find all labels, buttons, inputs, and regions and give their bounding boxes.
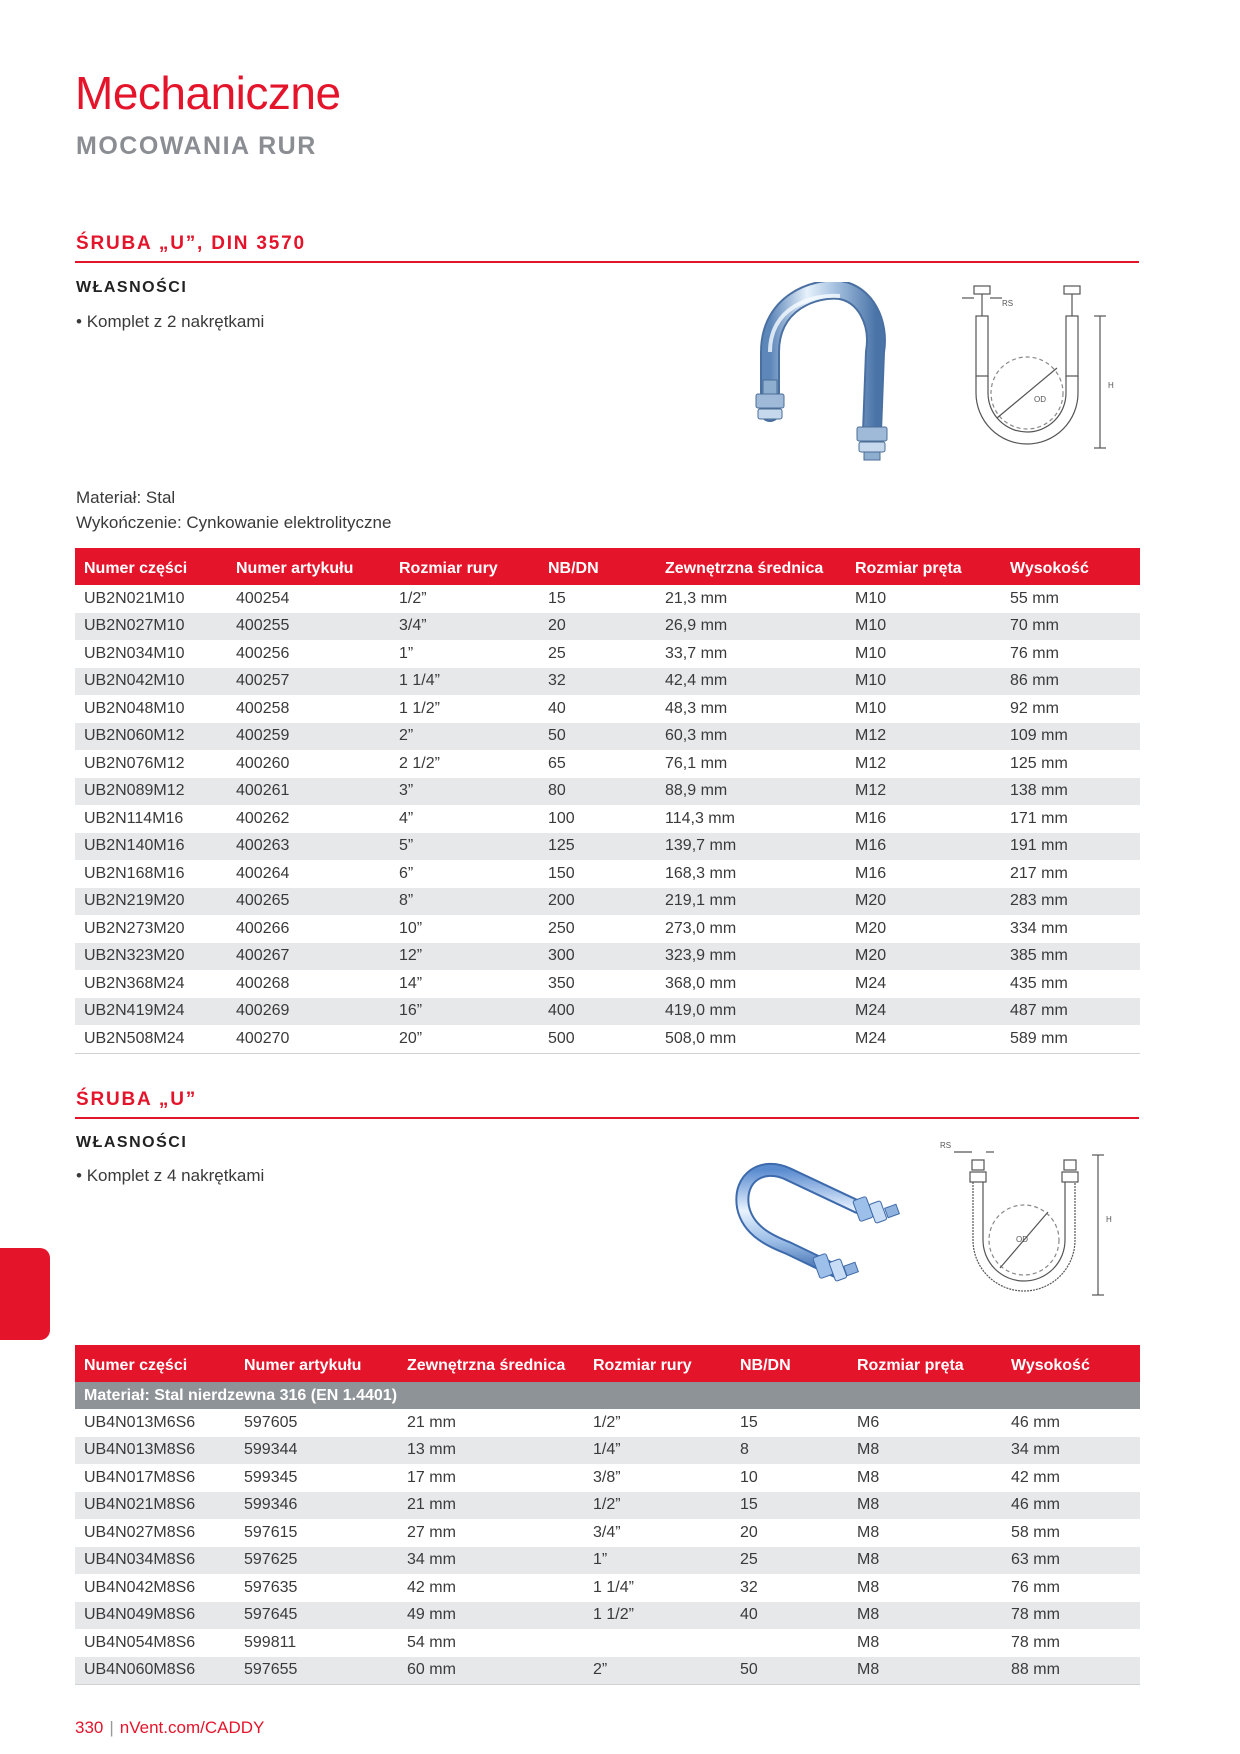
table-cell: 5” <box>390 833 539 861</box>
table-cell: 400259 <box>227 723 390 751</box>
table-cell: 400 <box>539 998 656 1026</box>
table-cell: 109 mm <box>1001 723 1140 751</box>
table-cell: M8 <box>848 1574 1002 1602</box>
table-cell: 350 <box>539 970 656 998</box>
table-cell: 500 <box>539 1025 656 1053</box>
table-cell: 78 mm <box>1002 1629 1140 1657</box>
table-cell: 599346 <box>235 1492 398 1520</box>
table-row <box>75 1025 1140 1053</box>
table-cell: UB4N060M8S6 <box>75 1657 235 1685</box>
u-bolt-4-nuts-dimension-drawing <box>940 1140 1130 1305</box>
table-cell: 40 <box>731 1602 848 1630</box>
table-cell: 599811 <box>235 1629 398 1657</box>
table-cell: 32 <box>539 668 656 696</box>
table-cell: 400262 <box>227 805 390 833</box>
table-cell: 150 <box>539 860 656 888</box>
table-cell: 2” <box>584 1657 731 1685</box>
table-cell: 21 mm <box>398 1409 584 1437</box>
properties-heading: WŁASNOŚCI <box>76 279 188 296</box>
table-row <box>75 860 1140 888</box>
din3570-spec-table <box>75 548 1140 1054</box>
table-cell: 599345 <box>235 1464 398 1492</box>
table-cell: 508,0 mm <box>656 1025 846 1053</box>
table-row <box>75 695 1140 723</box>
table-row <box>75 1602 1140 1630</box>
page-title: Mechaniczne <box>75 67 341 119</box>
table-cell: 10 <box>731 1464 848 1492</box>
table-cell: M12 <box>846 778 1001 806</box>
u-bolt-photo <box>740 282 905 462</box>
table-cell: M12 <box>846 750 1001 778</box>
table-cell: 70 mm <box>1001 613 1140 641</box>
table-row <box>75 833 1140 861</box>
table-header-row <box>75 1345 1140 1382</box>
table-cell: 4” <box>390 805 539 833</box>
table-cell: 597615 <box>235 1519 398 1547</box>
table-cell: 8 <box>731 1437 848 1465</box>
table-cell: 400264 <box>227 860 390 888</box>
u-bolt-4-nuts-photo <box>728 1162 908 1292</box>
table-cell: 49 mm <box>398 1602 584 1630</box>
rs-label: RS <box>1002 299 1014 308</box>
table-cell: UB2N323M20 <box>75 943 227 971</box>
feature-bullet: • Komplet z 2 nakrętkami <box>76 312 265 331</box>
table-cell: 21,3 mm <box>656 585 846 613</box>
table-cell: 2” <box>390 723 539 751</box>
table-cell: 15 <box>731 1492 848 1520</box>
table-cell: 58 mm <box>1002 1519 1140 1547</box>
table-cell: 54 mm <box>398 1629 584 1657</box>
table-cell: UB4N054M8S6 <box>75 1629 235 1657</box>
table-cell: 400268 <box>227 970 390 998</box>
table-cell: 40 <box>539 695 656 723</box>
table-cell: UB4N013M6S6 <box>75 1409 235 1437</box>
table-cell: 1 1/2” <box>584 1602 731 1630</box>
table-cell: 25 <box>539 640 656 668</box>
od-label: OD <box>1034 395 1046 404</box>
table-cell: 323,9 mm <box>656 943 846 971</box>
table-cell: 21 mm <box>398 1492 584 1520</box>
table-cell: 60,3 mm <box>656 723 846 751</box>
table-cell: 1 1/4” <box>390 668 539 696</box>
table-cell <box>584 1629 731 1657</box>
table-cell: 1 1/4” <box>584 1574 731 1602</box>
table-cell: 65 <box>539 750 656 778</box>
section-title-u-bolt: ŚRUBA „U” <box>76 1089 198 1110</box>
table-cell: 125 mm <box>1001 750 1140 778</box>
table-cell: 92 mm <box>1001 695 1140 723</box>
table-cell: 400269 <box>227 998 390 1026</box>
table-cell: UB4N013M8S6 <box>75 1437 235 1465</box>
table-cell: M8 <box>848 1464 1002 1492</box>
table-row <box>75 1519 1140 1547</box>
table-cell: 400261 <box>227 778 390 806</box>
table-cell: UB4N017M8S6 <box>75 1464 235 1492</box>
table-cell: UB4N021M8S6 <box>75 1492 235 1520</box>
table-cell: M16 <box>846 805 1001 833</box>
col-header: Numer artykułu <box>235 1345 398 1382</box>
feature-bullet-text: Komplet z 2 nakrętkami <box>86 312 265 331</box>
table-cell: 250 <box>539 915 656 943</box>
table-cell: 1/4” <box>584 1437 731 1465</box>
col-header: Numer artykułu <box>227 548 390 585</box>
table-row <box>75 1437 1140 1465</box>
table-cell: 10” <box>390 915 539 943</box>
table-cell: 80 <box>539 778 656 806</box>
table-cell: 34 mm <box>398 1547 584 1575</box>
table-cell: 400270 <box>227 1025 390 1053</box>
section-title-din3570: ŚRUBA „U”, DIN 3570 <box>76 233 306 254</box>
table-cell: M24 <box>846 1025 1001 1053</box>
table-row <box>75 1574 1140 1602</box>
table-row <box>75 943 1140 971</box>
table-cell: UB4N034M8S6 <box>75 1547 235 1575</box>
table-row <box>75 1547 1140 1575</box>
table-cell: 400267 <box>227 943 390 971</box>
table-cell: 599344 <box>235 1437 398 1465</box>
col-header: Numer części <box>75 548 227 585</box>
table-row <box>75 970 1140 998</box>
table-cell: UB2N060M12 <box>75 723 227 751</box>
table-cell: 368,0 mm <box>656 970 846 998</box>
table-cell: 60 mm <box>398 1657 584 1685</box>
table-cell: UB2N089M12 <box>75 778 227 806</box>
col-header: Rozmiar pręta <box>846 548 1001 585</box>
page-footer <box>75 1718 264 1738</box>
table-cell: UB2N140M16 <box>75 833 227 861</box>
table-cell: 273,0 mm <box>656 915 846 943</box>
table-cell: 42 mm <box>1002 1464 1140 1492</box>
section-divider <box>75 261 1139 263</box>
footer-url[interactable]: nVent.com/CADDY <box>119 1718 265 1737</box>
table-cell: UB4N027M8S6 <box>75 1519 235 1547</box>
table-cell: 400263 <box>227 833 390 861</box>
table-cell: 6” <box>390 860 539 888</box>
table-cell: M16 <box>846 860 1001 888</box>
table-cell: 200 <box>539 888 656 916</box>
table-cell: M8 <box>848 1547 1002 1575</box>
table-cell: 33,7 mm <box>656 640 846 668</box>
table-cell: 1” <box>584 1547 731 1575</box>
table-cell: 3” <box>390 778 539 806</box>
table-cell: 597645 <box>235 1602 398 1630</box>
table-cell: 1/2” <box>390 585 539 613</box>
table-cell: UB2N168M16 <box>75 860 227 888</box>
col-header: Wysokość <box>1001 548 1140 585</box>
col-header: Rozmiar pręta <box>848 1345 1002 1382</box>
table-cell: 139,7 mm <box>656 833 846 861</box>
table-cell: 55 mm <box>1001 585 1140 613</box>
table-row <box>75 1657 1140 1685</box>
table-cell: 78 mm <box>1002 1602 1140 1630</box>
section-divider <box>75 1117 1139 1119</box>
table-cell: 1” <box>390 640 539 668</box>
table-cell: 16” <box>390 998 539 1026</box>
page-number: 330 <box>75 1718 104 1737</box>
table-cell <box>731 1629 848 1657</box>
table-cell: 34 mm <box>1002 1437 1140 1465</box>
table-cell: M10 <box>846 640 1001 668</box>
table-cell: 114,3 mm <box>656 805 846 833</box>
table-cell: M8 <box>848 1629 1002 1657</box>
table-cell: 334 mm <box>1001 915 1140 943</box>
footer-separator: | <box>109 1718 114 1737</box>
table-cell: 487 mm <box>1001 998 1140 1026</box>
table-cell: 400254 <box>227 585 390 613</box>
table-cell: 3/4” <box>390 613 539 641</box>
chapter-tab <box>0 1248 50 1340</box>
col-header: Zewnętrzna średnica <box>398 1345 584 1382</box>
col-header: Zewnętrzna średnica <box>656 548 846 585</box>
table-cell: UB2N273M20 <box>75 915 227 943</box>
table-cell: 168,3 mm <box>656 860 846 888</box>
table-cell: UB2N114M16 <box>75 805 227 833</box>
table-cell: 48,3 mm <box>656 695 846 723</box>
table-cell: 63 mm <box>1002 1547 1140 1575</box>
table-cell: 86 mm <box>1001 668 1140 696</box>
table-cell: 400265 <box>227 888 390 916</box>
table-cell: 191 mm <box>1001 833 1140 861</box>
table-cell: 435 mm <box>1001 970 1140 998</box>
table-cell: 25 <box>731 1547 848 1575</box>
table-cell: UB2N219M20 <box>75 888 227 916</box>
table-cell: 42 mm <box>398 1574 584 1602</box>
table-cell: UB2N076M12 <box>75 750 227 778</box>
feature-bullet-text: Komplet z 4 nakrętkami <box>86 1166 265 1185</box>
table-row <box>75 668 1140 696</box>
table-cell: 597605 <box>235 1409 398 1437</box>
material-row <box>75 1382 1140 1409</box>
table-cell: 46 mm <box>1002 1409 1140 1437</box>
table-cell: 597635 <box>235 1574 398 1602</box>
table-cell: 400255 <box>227 613 390 641</box>
table-cell: 597655 <box>235 1657 398 1685</box>
table-row <box>75 750 1140 778</box>
table-cell: 32 <box>731 1574 848 1602</box>
page-subtitle: MOCOWANIA RUR <box>76 132 317 160</box>
table-cell: 13 mm <box>398 1437 584 1465</box>
table-cell: M24 <box>846 970 1001 998</box>
table-cell: 1 1/2” <box>390 695 539 723</box>
table-cell: M8 <box>848 1437 1002 1465</box>
table-cell: 1/2” <box>584 1409 731 1437</box>
table-cell: 597625 <box>235 1547 398 1575</box>
table-cell: 88 mm <box>1002 1657 1140 1685</box>
table-cell: M16 <box>846 833 1001 861</box>
table-cell: 88,9 mm <box>656 778 846 806</box>
table-cell: 2 1/2” <box>390 750 539 778</box>
table-cell: 26,9 mm <box>656 613 846 641</box>
table-cell: UB4N042M8S6 <box>75 1574 235 1602</box>
table-cell: 1/2” <box>584 1492 731 1520</box>
table-cell: 400260 <box>227 750 390 778</box>
table-cell: 419,0 mm <box>656 998 846 1026</box>
col-header: Wysokość <box>1002 1345 1140 1382</box>
table-cell: 400257 <box>227 668 390 696</box>
h-label: H <box>1108 381 1114 390</box>
table-cell: M6 <box>848 1409 1002 1437</box>
table-cell: 400266 <box>227 915 390 943</box>
table-row <box>75 1409 1140 1437</box>
table-cell: 15 <box>731 1409 848 1437</box>
od-label: OD <box>1016 1235 1028 1244</box>
table-cell: 46 mm <box>1002 1492 1140 1520</box>
table-row <box>75 1492 1140 1520</box>
table-cell: M8 <box>848 1492 1002 1520</box>
table-cell: UB2N042M10 <box>75 668 227 696</box>
table-cell: M10 <box>846 695 1001 723</box>
table-cell: 20 <box>731 1519 848 1547</box>
table-row <box>75 1464 1140 1492</box>
table-row <box>75 1629 1140 1657</box>
table-cell: M10 <box>846 585 1001 613</box>
table-cell: 76 mm <box>1001 640 1140 668</box>
table-cell: M10 <box>846 613 1001 641</box>
table-cell: 100 <box>539 805 656 833</box>
table-cell: 283 mm <box>1001 888 1140 916</box>
table-cell: UB2N021M10 <box>75 585 227 613</box>
table-cell: M10 <box>846 668 1001 696</box>
col-header: NB/DN <box>731 1345 848 1382</box>
table-cell: 219,1 mm <box>656 888 846 916</box>
properties-heading: WŁASNOŚCI <box>76 1134 188 1151</box>
table-row <box>75 888 1140 916</box>
table-cell: 589 mm <box>1001 1025 1140 1053</box>
table-cell: M12 <box>846 723 1001 751</box>
table-cell: 76,1 mm <box>656 750 846 778</box>
table-row <box>75 640 1140 668</box>
table-cell: 14” <box>390 970 539 998</box>
table-cell: 300 <box>539 943 656 971</box>
table-row <box>75 805 1140 833</box>
table-cell: 50 <box>731 1657 848 1685</box>
table-cell: UB2N034M10 <box>75 640 227 668</box>
table-cell: 17 mm <box>398 1464 584 1492</box>
table-cell: M20 <box>846 888 1001 916</box>
table-cell: UB2N027M10 <box>75 613 227 641</box>
u-bolt-stainless-spec-table <box>75 1345 1140 1685</box>
table-cell: 385 mm <box>1001 943 1140 971</box>
table-cell: 217 mm <box>1001 860 1140 888</box>
table-cell: 8” <box>390 888 539 916</box>
table-row <box>75 915 1140 943</box>
table-cell: 171 mm <box>1001 805 1140 833</box>
table-cell: UB2N048M10 <box>75 695 227 723</box>
table-cell: 20 <box>539 613 656 641</box>
table-cell: 3/4” <box>584 1519 731 1547</box>
rs-label: RS <box>940 1141 952 1150</box>
table-cell: 76 mm <box>1002 1574 1140 1602</box>
table-row <box>75 998 1140 1026</box>
table-cell: 20” <box>390 1025 539 1053</box>
table-cell: M20 <box>846 943 1001 971</box>
table-cell: 138 mm <box>1001 778 1140 806</box>
table-row <box>75 585 1140 613</box>
table-cell: 3/8” <box>584 1464 731 1492</box>
u-bolt-dimension-drawing <box>952 278 1124 468</box>
table-cell: M20 <box>846 915 1001 943</box>
table-row <box>75 778 1140 806</box>
table-cell: M8 <box>848 1602 1002 1630</box>
table-cell: 42,4 mm <box>656 668 846 696</box>
h-label: H <box>1106 1215 1112 1224</box>
col-header: NB/DN <box>539 548 656 585</box>
table-cell: 400258 <box>227 695 390 723</box>
table-cell: M24 <box>846 998 1001 1026</box>
feature-bullet: • Komplet z 4 nakrętkami <box>76 1166 265 1185</box>
material-row-label: Materiał: Stal nierdzewna 316 (EN 1.4401) <box>75 1382 1140 1409</box>
table-cell: M8 <box>848 1519 1002 1547</box>
finish-text: Wykończenie: Cynkowanie elektrolityczne <box>76 513 392 532</box>
material-text: Materiał: Stal <box>76 488 176 507</box>
table-cell: 125 <box>539 833 656 861</box>
table-header-row <box>75 548 1140 585</box>
table-cell: UB2N508M24 <box>75 1025 227 1053</box>
col-header: Numer części <box>75 1345 235 1382</box>
col-header: Rozmiar rury <box>390 548 539 585</box>
table-cell: 400256 <box>227 640 390 668</box>
table-cell: UB2N419M24 <box>75 998 227 1026</box>
table-cell: 50 <box>539 723 656 751</box>
table-cell: 12” <box>390 943 539 971</box>
table-cell: UB2N368M24 <box>75 970 227 998</box>
table-row <box>75 723 1140 751</box>
table-cell: UB4N049M8S6 <box>75 1602 235 1630</box>
table-cell: M8 <box>848 1657 1002 1685</box>
table-cell: 27 mm <box>398 1519 584 1547</box>
table-cell: 15 <box>539 585 656 613</box>
table-row <box>75 613 1140 641</box>
col-header: Rozmiar rury <box>584 1345 731 1382</box>
